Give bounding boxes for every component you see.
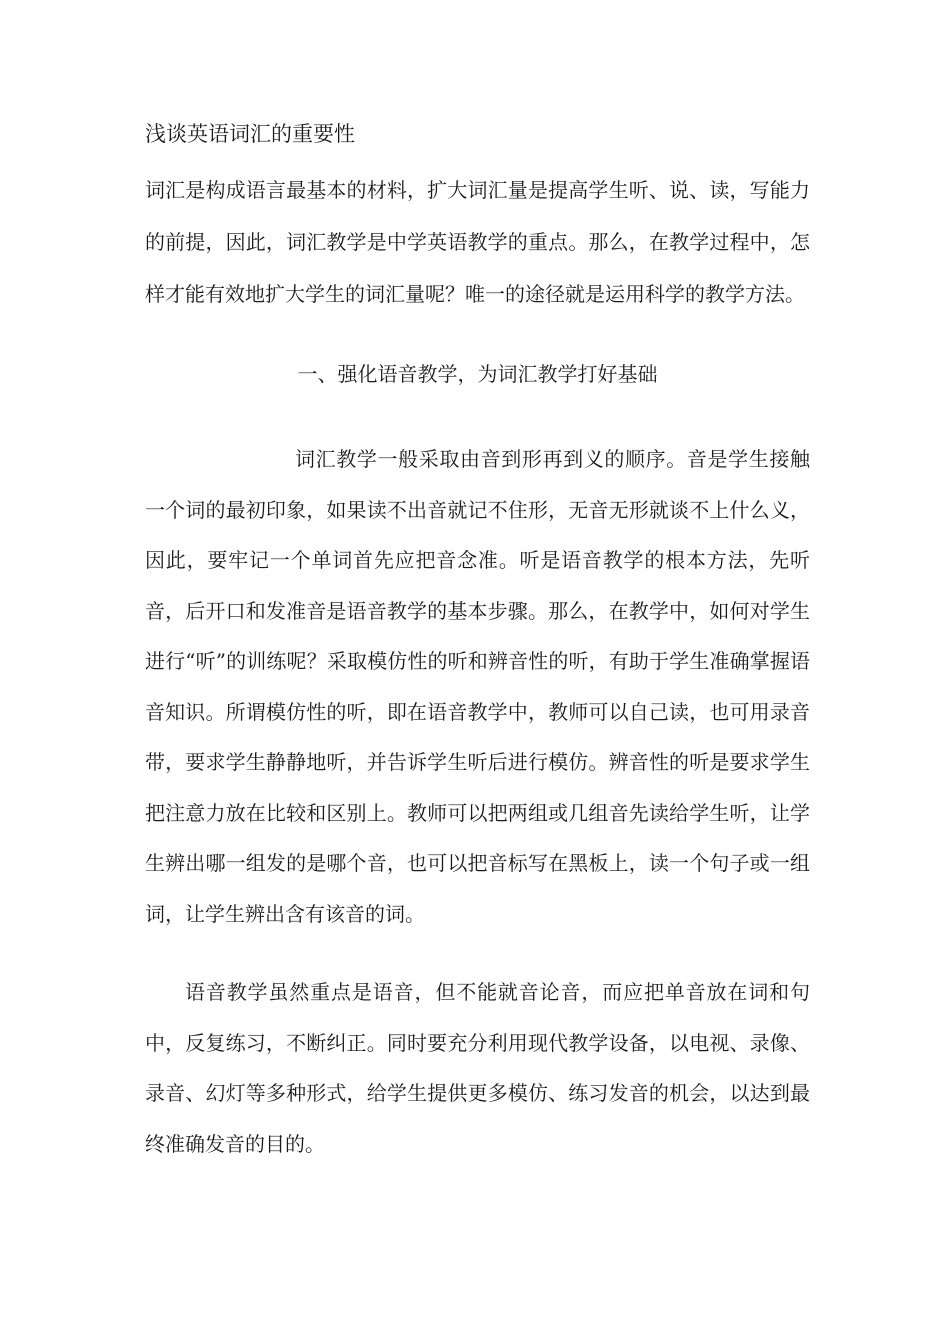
document-body	[145, 116, 810, 1169]
section-heading: 一、强化语音教学，为词汇教学打好基础	[297, 362, 658, 386]
section-paragraph-1: 词汇教学一般采取由音到形再到义的顺序。音是学生接触一个词的最初印象，如果读不出音就记不住形，无音无形就谈不上什么义，因此，要牢记一个单词首先应把音念准。听是语音教学的根本方法，先听音，后开口和发准音是语音教学的基本步骤。那么，在教学中，如何对学生进行“听”的训练呢？采取模仿性的听和辨音性的听，有助于学生准确掌握语音知识。所谓模仿性的听，即在语音教学中，教师可以自己读，也可用录音带，要求学生静静地听，并告诉学生听后进行模仿。辨音性的听是要求学生把注意力放在比较和区别上。教师可以把两组或几组音先读给学生听，让学生辨出哪一组发的是哪个音，也可以把音标写在黑板上，读一个句子或一组词，让学生辨出含有该音的词。	[145, 447, 810, 926]
document-title: 浅谈英语词汇的重要性	[145, 122, 355, 146]
intro-paragraph: 词汇是构成语言最基本的材料，扩大词汇量是提高学生听、说、读，写能力的前提，因此，词汇教学是中学英语教学的重点。那么，在教学过程中，怎样才能有效地扩大学生的词汇量呢？唯一的途径就是运用科学的教学方法。	[145, 178, 810, 306]
section-paragraph-2: 语音教学虽然重点是语音，但不能就音论音，而应把单音放在词和句中，反复练习，不断纠正。同时要充分利用现代教学设备，以电视、录像、录音、幻灯等多种形式，给学生提供更多模仿、练习发音的机会，以达到最终准确发音的目的。	[145, 980, 810, 1156]
